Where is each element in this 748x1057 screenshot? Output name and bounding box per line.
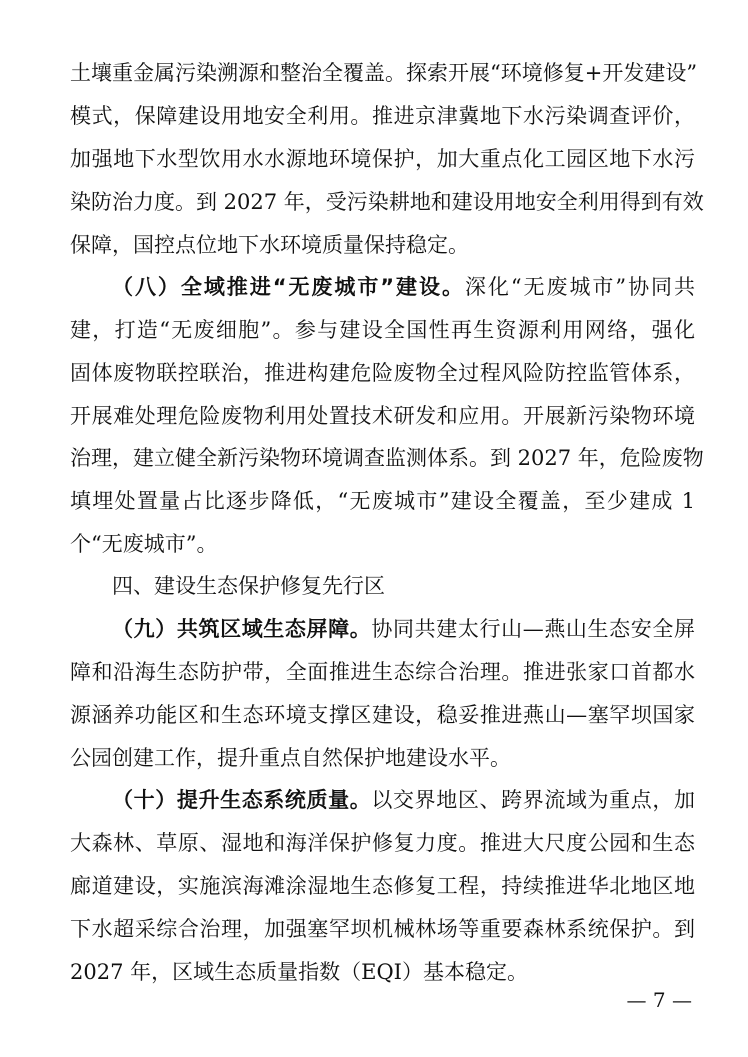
body-text: 深化“无废城市”协同共 <box>464 275 695 299</box>
paragraph-heading: （八）全域推进“无废城市”建设。 <box>112 275 465 299</box>
page-number: — 7 — <box>626 988 692 1012</box>
body-line: 开展难处理危险废物利用处置技术研发和应用。开展新污染物环境 <box>70 404 695 428</box>
body-line: 下水超采综合治理，加强塞罕坝机械林场等重要森林系统保护。到 <box>70 917 695 941</box>
body-line: 土壤重金属污染溯源和整治全覆盖。探索开展“环境修复+开发建设” <box>70 61 698 85</box>
body-line: 填埋处置量占比逐步降低，“无废城市”建设全覆盖，至少建成 1 <box>70 489 695 513</box>
body-text: 协同共建太行山—燕山生态安全屏 <box>371 617 696 641</box>
paragraph-first-line <box>112 785 695 815</box>
body-line: 加强地下水型饮用水水源地环境保护，加大重点化工园区地下水污 <box>70 147 695 171</box>
body-line: 固体废物联控联治，推进构建危险废物全过程风险防控监管体系， <box>70 361 695 385</box>
body-line: 公园创建工作，提升重点自然保护地建设水平。 <box>70 746 511 770</box>
body-text: 以交界地区、跨界流域为重点，加 <box>371 788 696 812</box>
body-line: 2027 年，区域生态质量指数（EQI）基本稳定。 <box>70 960 528 984</box>
body-line: 治理，建立健全新污染物环境调查监测体系。到 2027 年，危险废物 <box>70 446 704 470</box>
paragraph-heading: （十）提升生态系统质量。 <box>112 788 372 812</box>
body-line: 廊道建设，实施滨海滩涂湿地生态修复工程，持续推进华北地区地 <box>70 874 695 898</box>
body-line: 染防治力度。到 2027 年，受污染耕地和建设用地安全利用得到有效 <box>70 190 704 214</box>
paragraph-heading: （九）共筑区域生态屏障。 <box>112 617 372 641</box>
body-line: 模式，保障建设用地安全利用。推进京津冀地下水污染调查评价， <box>70 104 695 128</box>
body-line: 建，打造“无废细胞”。参与建设全国性再生资源利用网络，强化 <box>70 318 695 342</box>
paragraph-first-line <box>112 614 695 644</box>
body-line: 保障，国控点位地下水环境质量保持稳定。 <box>70 233 469 257</box>
body-line: 障和沿海生态防护带，全面推进生态综合治理。推进张家口首都水 <box>70 660 695 684</box>
body-line: 大森林、草原、湿地和海洋保护修复力度。推进大尺度公园和生态 <box>70 831 695 855</box>
paragraph-first-line <box>112 272 695 302</box>
body-line: 个“无废城市”。 <box>70 532 218 556</box>
body-line: 源涵养功能区和生态环境支撑区建设，稳妥推进燕山—塞罕坝国家 <box>70 703 695 727</box>
section-title: 四、建设生态保护修复先行区 <box>112 574 385 598</box>
